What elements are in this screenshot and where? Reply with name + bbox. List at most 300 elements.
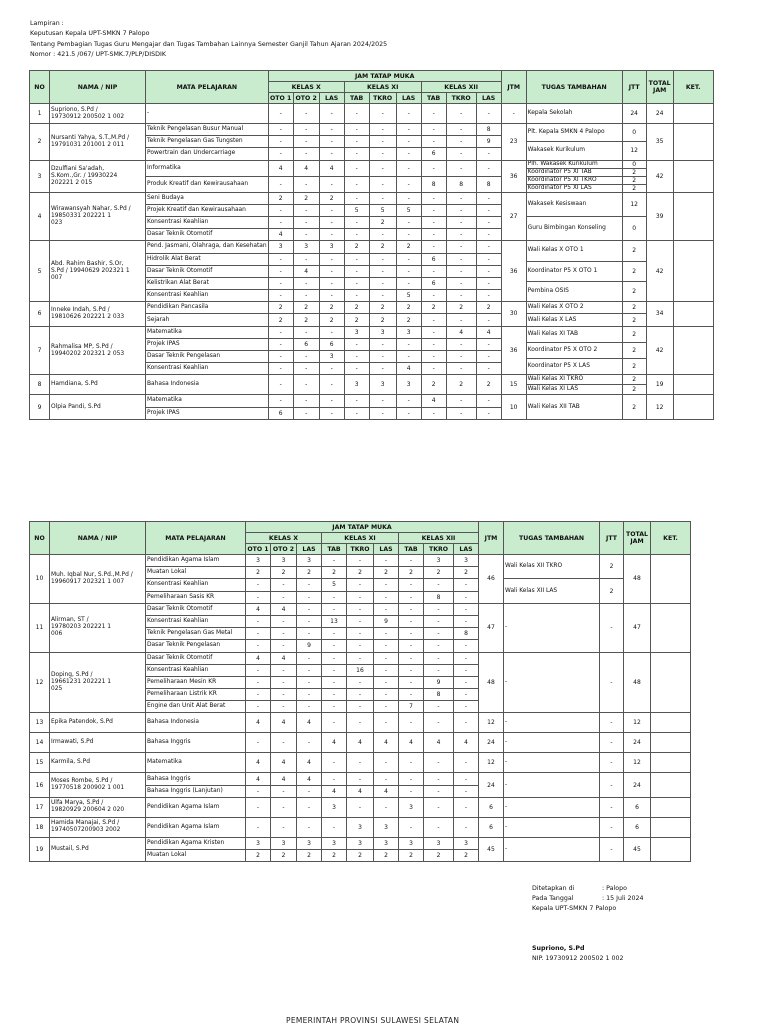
additional-task: Wakasek Kesiswaan bbox=[526, 192, 622, 216]
subject-name: Dasar Teknik Pengelasan bbox=[146, 351, 269, 363]
hours-cell: - bbox=[369, 148, 396, 160]
hours-cell: - bbox=[271, 579, 297, 591]
hours-cell: 3 bbox=[374, 817, 399, 837]
hours-cell: - bbox=[246, 591, 271, 603]
hours-cell: 2 bbox=[322, 567, 347, 579]
hours-cell: - bbox=[347, 713, 374, 733]
hours-cell: - bbox=[446, 104, 476, 124]
additional-task: Pembina OSIS bbox=[526, 281, 622, 301]
hours-cell: - bbox=[421, 192, 446, 204]
additional-task: Wali Kelas X OTO 1 bbox=[526, 241, 622, 261]
subject-name: Konsentrasi Keahlian bbox=[146, 216, 269, 228]
hours-cell: - bbox=[399, 652, 424, 664]
hours-cell: - bbox=[268, 124, 293, 136]
remark bbox=[651, 652, 691, 713]
header-jtt: JTT bbox=[622, 71, 646, 104]
hours-cell: - bbox=[271, 785, 297, 797]
hours-cell: - bbox=[446, 204, 476, 216]
hours-cell: - bbox=[319, 277, 344, 289]
hours-cell: 4 bbox=[246, 603, 271, 615]
hours-cell: - bbox=[374, 701, 399, 713]
hours-cell: - bbox=[399, 628, 424, 640]
hours-cell: 8 bbox=[424, 591, 454, 603]
hours-cell: - bbox=[421, 407, 446, 419]
hours-cell: - bbox=[476, 204, 501, 216]
remark bbox=[651, 733, 691, 753]
hours-cell: - bbox=[344, 395, 369, 407]
hours-cell: - bbox=[319, 326, 344, 338]
hours-cell: - bbox=[396, 104, 421, 124]
hours-cell: - bbox=[369, 160, 396, 176]
hours-cell: - bbox=[369, 253, 396, 265]
hours-cell: - bbox=[399, 615, 424, 627]
hours-cell: - bbox=[476, 160, 501, 176]
hours-cell: 6 bbox=[319, 338, 344, 350]
row-number: 9 bbox=[30, 395, 50, 419]
row-number: 12 bbox=[30, 652, 50, 713]
additional-task: Wali Kelas X LAS bbox=[526, 314, 622, 326]
hours-cell: - bbox=[297, 701, 322, 713]
total-hours: 35 bbox=[646, 124, 673, 161]
hours-cell: 4 bbox=[297, 713, 322, 733]
hours-cell: 3 bbox=[424, 555, 454, 567]
hours-cell: - bbox=[446, 351, 476, 363]
table-row bbox=[30, 104, 714, 124]
hours-cell: 4 bbox=[246, 713, 271, 733]
header-mapel: MATA PELAJARAN bbox=[146, 71, 269, 104]
hours-cell: 4 bbox=[424, 733, 454, 753]
hours-cell: 3 bbox=[424, 837, 454, 849]
hours-cell: - bbox=[374, 689, 399, 701]
hours-cell: - bbox=[369, 265, 396, 277]
hours-cell: 4 bbox=[271, 753, 297, 773]
hours-cell: - bbox=[268, 375, 293, 395]
header-sub: TKRO bbox=[446, 93, 476, 104]
hours-cell: - bbox=[297, 733, 322, 753]
jtt-value: 2 bbox=[622, 359, 646, 375]
jtm-value: 30 bbox=[501, 302, 526, 326]
remark bbox=[651, 603, 691, 652]
hours-cell: - bbox=[421, 124, 446, 136]
row-number: 1 bbox=[30, 104, 50, 124]
table-row bbox=[30, 326, 714, 330]
hours-cell: - bbox=[347, 797, 374, 817]
header-jam-tatap-muka: JAM TATAP MUKA bbox=[246, 522, 479, 533]
hours-cell: - bbox=[344, 277, 369, 289]
jtt-value: - bbox=[600, 797, 624, 817]
additional-task: Kepala Sekolah bbox=[526, 104, 622, 124]
row-number: 18 bbox=[30, 817, 50, 837]
hours-cell: - bbox=[424, 603, 454, 615]
hours-cell: - bbox=[454, 753, 479, 773]
hours-cell: - bbox=[297, 615, 322, 627]
jtt-value: 0 bbox=[622, 124, 646, 142]
hours-cell: - bbox=[421, 351, 446, 363]
subject-name: Engine dan Unit Alat Berat bbox=[146, 701, 246, 713]
total-hours: 24 bbox=[624, 733, 651, 753]
hours-cell: - bbox=[319, 216, 344, 228]
hours-cell: 6 bbox=[293, 338, 319, 350]
hours-cell: - bbox=[421, 229, 446, 241]
hours-cell: - bbox=[344, 176, 369, 192]
teacher-name-nip: Inneke Indah, S.Pd / 19810626 202221 2 033 bbox=[50, 302, 146, 326]
header-no: NO bbox=[30, 71, 50, 104]
header-nama: NAMA / NIP bbox=[50, 522, 146, 555]
hours-cell: - bbox=[424, 652, 454, 664]
jtt-value: 2 bbox=[622, 302, 646, 314]
hours-cell: - bbox=[476, 351, 501, 363]
hours-cell: - bbox=[476, 363, 501, 375]
hours-cell: - bbox=[344, 351, 369, 363]
hours-cell: 3 bbox=[297, 555, 322, 567]
additional-task: Wali Kelas XII TAB bbox=[526, 395, 622, 419]
hours-cell: 3 bbox=[268, 241, 293, 253]
hours-cell: 3 bbox=[293, 241, 319, 253]
hours-cell: - bbox=[396, 265, 421, 277]
hours-cell: - bbox=[347, 591, 374, 603]
hours-cell: - bbox=[293, 363, 319, 375]
subject-name: Projek Kreatif dan Kewirausahaan bbox=[146, 204, 269, 216]
remark bbox=[651, 555, 691, 604]
hours-cell: 2 bbox=[446, 375, 476, 395]
hours-cell: - bbox=[293, 124, 319, 136]
total-hours: 48 bbox=[624, 555, 651, 604]
hours-cell: - bbox=[454, 591, 479, 603]
hours-cell: - bbox=[293, 216, 319, 228]
additional-task: Plh. Wakasek Kurikulum bbox=[526, 160, 622, 168]
hours-cell: - bbox=[369, 104, 396, 124]
hours-cell: - bbox=[446, 136, 476, 148]
subject-name: Pemeliharaan Sasis KR bbox=[146, 591, 246, 603]
hours-cell: 4 bbox=[322, 733, 347, 753]
additional-task: Koordinator P5 XI TAB bbox=[526, 168, 622, 176]
table-row bbox=[30, 375, 714, 385]
additional-task: - bbox=[504, 713, 600, 733]
header-kelas-xii: KELAS XII bbox=[399, 533, 479, 544]
hours-cell: - bbox=[322, 713, 347, 733]
hours-cell: - bbox=[421, 363, 446, 375]
hours-cell: - bbox=[476, 395, 501, 407]
subject-name: Konsentrasi Keahlian bbox=[146, 363, 269, 375]
hours-cell: - bbox=[421, 204, 446, 216]
hours-cell: - bbox=[399, 773, 424, 785]
hours-cell: - bbox=[424, 797, 454, 817]
hours-cell: 2 bbox=[374, 850, 399, 862]
hours-cell: - bbox=[344, 160, 369, 176]
hours-cell: 2 bbox=[268, 314, 293, 326]
subject-name: Teknik Pengelasan Busur Manual bbox=[146, 124, 269, 136]
document-header bbox=[30, 19, 387, 61]
table-row bbox=[30, 302, 714, 314]
hours-cell: - bbox=[347, 640, 374, 652]
hours-cell: - bbox=[246, 733, 271, 753]
hours-cell: - bbox=[319, 148, 344, 160]
table-row bbox=[30, 192, 714, 204]
hours-cell: - bbox=[297, 664, 322, 676]
hours-cell: - bbox=[268, 148, 293, 160]
jtt-value: 2 bbox=[622, 314, 646, 326]
hours-cell: - bbox=[396, 351, 421, 363]
hours-cell: - bbox=[421, 265, 446, 277]
additional-task: Wali Kelas XI TKRO bbox=[526, 375, 622, 385]
hours-cell: 4 bbox=[246, 652, 271, 664]
hours-cell: - bbox=[421, 290, 446, 302]
teacher-name-nip: Mustail, S.Pd bbox=[50, 837, 146, 861]
table-row bbox=[30, 817, 691, 837]
jtm-value: 6 bbox=[479, 817, 504, 837]
subject-name: Produk Kreatif dan Kewirausahaan bbox=[146, 176, 269, 192]
total-hours: 34 bbox=[646, 302, 673, 326]
hours-cell: - bbox=[268, 351, 293, 363]
hours-cell: 2 bbox=[293, 302, 319, 314]
hours-cell: - bbox=[293, 277, 319, 289]
hours-cell: - bbox=[454, 817, 479, 837]
hours-cell: - bbox=[319, 265, 344, 277]
jtt-value: 2 bbox=[622, 176, 646, 184]
remark bbox=[651, 797, 691, 817]
hours-cell: 2 bbox=[476, 302, 501, 314]
row-number: 7 bbox=[30, 326, 50, 375]
header-sub: LAS bbox=[374, 544, 399, 555]
hours-cell: - bbox=[271, 615, 297, 627]
hours-cell: - bbox=[454, 773, 479, 785]
header-line: Tentang Pembagian Tugas Guru Mengajar dan Tugas Tambahan Lainnya Semester Ganjil Tahun Ajaran 2024/2025 bbox=[30, 40, 388, 48]
assignment-table-1 bbox=[29, 70, 714, 420]
teacher-name-nip: Abd. Rahim Bashir, S.Or, S.Pd / 19940629 202321 1 007 bbox=[50, 241, 146, 302]
hours-cell: - bbox=[268, 176, 293, 192]
header-jtm: JTM bbox=[479, 522, 504, 555]
remark bbox=[651, 753, 691, 773]
hours-cell: 2 bbox=[374, 567, 399, 579]
hours-cell: - bbox=[396, 124, 421, 136]
hours-cell: 3 bbox=[344, 375, 369, 395]
hours-cell: - bbox=[399, 713, 424, 733]
next-page-header: PEMERINTAH PROVINSI SULAWESI SELATAN bbox=[286, 1016, 460, 1025]
hours-cell: - bbox=[319, 375, 344, 395]
hours-cell: - bbox=[297, 817, 322, 837]
hours-cell: - bbox=[347, 579, 374, 591]
table-row bbox=[30, 603, 691, 615]
jtm-value: 36 bbox=[501, 160, 526, 192]
hours-cell: - bbox=[246, 664, 271, 676]
teacher-name-nip: Irmawati, S.Pd bbox=[50, 733, 146, 753]
hours-cell: - bbox=[399, 591, 424, 603]
hours-cell: - bbox=[369, 395, 396, 407]
hours-cell: - bbox=[399, 555, 424, 567]
hours-cell: - bbox=[322, 603, 347, 615]
header-sub: LAS bbox=[396, 93, 421, 104]
hours-cell: - bbox=[446, 407, 476, 419]
signatory-nip: NIP. 19730912 200502 1 002 bbox=[532, 955, 624, 962]
hours-cell: - bbox=[319, 253, 344, 265]
jtt-value: 0 bbox=[622, 160, 646, 168]
hours-cell: - bbox=[424, 713, 454, 733]
hours-cell: - bbox=[347, 701, 374, 713]
subject-name: Bahasa Inggris (Lanjutan) bbox=[146, 785, 246, 797]
hours-cell: - bbox=[396, 407, 421, 419]
subject-name: Dasar Teknik Otomotif bbox=[146, 603, 246, 615]
subject-name: Pendidikan Pancasila bbox=[146, 302, 269, 314]
hours-cell: - bbox=[476, 290, 501, 302]
hours-cell: - bbox=[344, 136, 369, 148]
hours-cell: 4 bbox=[246, 773, 271, 785]
jtm-value: 45 bbox=[479, 837, 504, 861]
row-number: 13 bbox=[30, 713, 50, 733]
jtt-value: 2 bbox=[622, 261, 646, 281]
jtt-value: 2 bbox=[622, 281, 646, 301]
hours-cell: - bbox=[446, 229, 476, 241]
subject-name: Matematika bbox=[146, 753, 246, 773]
hours-cell: 3 bbox=[319, 351, 344, 363]
hours-cell: 2 bbox=[454, 567, 479, 579]
hours-cell: 7 bbox=[399, 701, 424, 713]
hours-cell: - bbox=[319, 136, 344, 148]
hours-cell: 2 bbox=[344, 302, 369, 314]
hours-cell: - bbox=[322, 591, 347, 603]
hours-cell: - bbox=[344, 338, 369, 350]
hours-cell: - bbox=[476, 314, 501, 326]
header-sub: LAS bbox=[454, 544, 479, 555]
hours-cell: - bbox=[246, 676, 271, 688]
hours-cell: 2 bbox=[344, 241, 369, 253]
hours-cell: - bbox=[271, 733, 297, 753]
jtt-value: 2 bbox=[622, 395, 646, 419]
hours-cell: 2 bbox=[293, 192, 319, 204]
hours-cell: - bbox=[446, 241, 476, 253]
table-row bbox=[30, 124, 714, 130]
hours-cell: 4 bbox=[268, 229, 293, 241]
hours-cell: - bbox=[446, 192, 476, 204]
hours-cell: 2 bbox=[347, 850, 374, 862]
hours-cell: - bbox=[374, 753, 399, 773]
hours-cell: - bbox=[344, 124, 369, 136]
signature-place: Ditetapkan di : Palopo bbox=[532, 885, 627, 892]
hours-cell: - bbox=[399, 579, 424, 591]
table-row bbox=[30, 555, 691, 567]
hours-cell: 5 bbox=[344, 204, 369, 216]
jtm-value: 15 bbox=[501, 375, 526, 395]
hours-cell: 2 bbox=[476, 375, 501, 395]
header-line: Nomor : 421.5 /067/ UPT-SMK.7/PLP/DISDIK bbox=[30, 51, 166, 59]
hours-cell: - bbox=[424, 664, 454, 676]
subject-name: Muatan Lokal bbox=[146, 567, 246, 579]
hours-cell: 3 bbox=[246, 837, 271, 849]
hours-cell: - bbox=[446, 395, 476, 407]
hours-cell: - bbox=[347, 615, 374, 627]
hours-cell: - bbox=[271, 689, 297, 701]
hours-cell: - bbox=[446, 290, 476, 302]
hours-cell: - bbox=[344, 407, 369, 419]
jtt-value: - bbox=[600, 603, 624, 652]
hours-cell: - bbox=[374, 664, 399, 676]
hours-cell: - bbox=[399, 753, 424, 773]
hours-cell: - bbox=[374, 591, 399, 603]
hours-cell: - bbox=[421, 216, 446, 228]
hours-cell: - bbox=[374, 603, 399, 615]
hours-cell: - bbox=[246, 797, 271, 817]
remark bbox=[651, 713, 691, 733]
subject-name: Pendidikan Agama Kristen bbox=[146, 837, 246, 849]
hours-cell: - bbox=[421, 326, 446, 338]
hours-cell: - bbox=[322, 753, 347, 773]
total-hours: 47 bbox=[624, 603, 651, 652]
hours-cell: 4 bbox=[347, 733, 374, 753]
hours-cell: - bbox=[476, 241, 501, 253]
additional-task: Wali Kelas XII TKRO bbox=[504, 555, 600, 579]
hours-cell: 6 bbox=[421, 148, 446, 160]
hours-cell: 2 bbox=[399, 850, 424, 862]
hours-cell: - bbox=[369, 277, 396, 289]
additional-task: Plt. Kepala SMKN 4 Palopo bbox=[526, 124, 622, 142]
hours-cell: - bbox=[369, 192, 396, 204]
header-kelas-xi: KELAS XI bbox=[322, 533, 399, 544]
table-row bbox=[30, 773, 691, 785]
jtm-value: 24 bbox=[479, 773, 504, 797]
subject-name: Sejarah bbox=[146, 314, 269, 326]
header-sub: LAS bbox=[476, 93, 501, 104]
header-ket: KET. bbox=[673, 71, 713, 104]
hours-cell: - bbox=[396, 277, 421, 289]
jtt-value: 2 bbox=[622, 184, 646, 192]
signature-date: Pada Tanggal : 15 Juli 2024 bbox=[532, 895, 644, 902]
hours-cell: 2 bbox=[396, 314, 421, 326]
hours-cell: - bbox=[454, 579, 479, 591]
total-hours: 42 bbox=[646, 326, 673, 375]
hours-cell: 2 bbox=[396, 241, 421, 253]
hours-cell: 2 bbox=[421, 375, 446, 395]
hours-cell: - bbox=[268, 326, 293, 338]
hours-cell: - bbox=[454, 615, 479, 627]
table-row bbox=[30, 733, 691, 753]
hours-cell: - bbox=[454, 664, 479, 676]
hours-cell: - bbox=[424, 615, 454, 627]
remark bbox=[673, 192, 713, 241]
hours-cell: 3 bbox=[454, 837, 479, 849]
hours-cell: - bbox=[476, 104, 501, 124]
header-tugas: TUGAS TAMBAHAN bbox=[526, 71, 622, 104]
hours-cell: - bbox=[297, 579, 322, 591]
hours-cell: - bbox=[347, 555, 374, 567]
additional-task: - bbox=[504, 753, 600, 773]
jtt-value: - bbox=[600, 817, 624, 837]
jtt-value: - bbox=[600, 733, 624, 753]
teacher-name-nip: Dzulfiani Sa'adah, S.Kom.,Gr. / 19930224 202221 2 015 bbox=[50, 160, 146, 192]
jtt-value: 2 bbox=[622, 375, 646, 385]
hours-cell: - bbox=[399, 689, 424, 701]
hours-cell: - bbox=[476, 277, 501, 289]
signature-title: Kepala UPT-SMKN 7 Palopo bbox=[532, 905, 617, 912]
hours-cell: 9 bbox=[476, 136, 501, 148]
hours-cell: 4 bbox=[476, 326, 501, 338]
row-number: 19 bbox=[30, 837, 50, 861]
table-body bbox=[30, 555, 691, 862]
row-number: 11 bbox=[30, 603, 50, 652]
hours-cell: - bbox=[424, 628, 454, 640]
hours-cell: - bbox=[246, 701, 271, 713]
total-hours: 42 bbox=[646, 241, 673, 302]
jtm-value: 36 bbox=[501, 326, 526, 375]
hours-cell: - bbox=[421, 104, 446, 124]
teacher-name-nip: Muh. Iqbal Nur, S.Pd.,M.Pd / 19960917 202321 1 007 bbox=[50, 555, 146, 604]
jtm-value: 48 bbox=[479, 652, 504, 713]
header-sub: TAB bbox=[421, 93, 446, 104]
hours-cell: - bbox=[399, 664, 424, 676]
subject-name: Pemeliharaan Listrik KR bbox=[146, 689, 246, 701]
hours-cell: 4 bbox=[374, 785, 399, 797]
subject-name: Bahasa Inggris bbox=[146, 773, 246, 785]
hours-cell: - bbox=[396, 229, 421, 241]
header-kelas-xii: KELAS XII bbox=[421, 82, 501, 93]
